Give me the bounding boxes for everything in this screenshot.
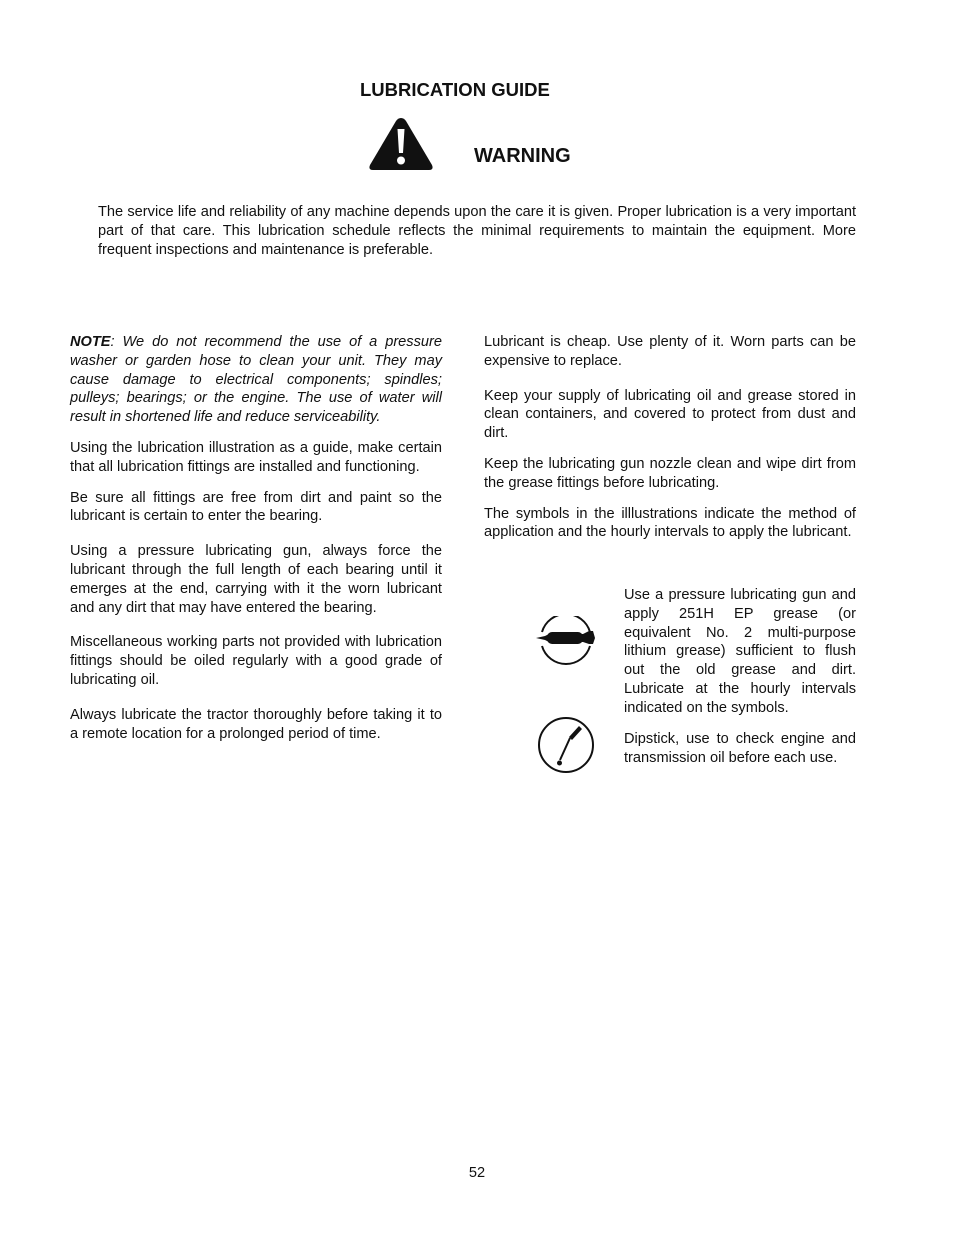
grease-gun-icon: [533, 616, 601, 678]
page-title: LUBRICATION GUIDE: [360, 79, 550, 100]
left-column: [70, 333, 442, 743]
right-paragraph-4: The symbols in the illlustrations indicate the method of application and the hourly intervals to apply the lubricant.: [484, 505, 856, 541]
warning-triangle-icon: [367, 115, 435, 173]
left-paragraph-4: Miscellaneous working parts not provided with lubrication fittings should be oiled regularly with a good grade of lubricating oil.: [70, 634, 442, 688]
dipstick-icon: [536, 716, 596, 776]
grease-gun-description: Use a pressure lubricating gun and apply 251H EP grease (or equivalent No. 2 multi-purpose lithium grease) sufficient to flush out the old grease and dirt. Lubricate at the hourly intervals indicated on the symbols.: [624, 587, 856, 716]
right-paragraph-1: Lubricant is cheap. Use plenty of it. Worn parts can be expensive to replace.: [484, 334, 856, 369]
left-paragraph-1: Using the lubrication illustration as a guide, make certain that all lubrication fittings are installed and functioning.: [70, 439, 442, 475]
right-paragraph-2: Keep your supply of lubricating oil and grease stored in clean containers, and covered to protect from dust and dirt.: [484, 387, 856, 442]
left-paragraph-5: Always lubricate the tractor thoroughly before taking it to a remote location for a prolonged period of time.: [70, 706, 442, 742]
warning-heading: WARNING: [474, 145, 571, 167]
note-text: : We do not recommend the use of a pressure washer or garden hose to clean your unit. They may cause damage to electrical components; spindles; pulleys; bearings; or the engine. The use of water will result in shortened life and reduce serviceability.: [70, 334, 442, 426]
left-paragraph-2: Be sure all fittings are free from dirt and paint so the lubricant is certain to enter the bearing.: [70, 489, 442, 525]
intro-paragraph: The service life and reliability of any machine depends upon the care it is given. Proper lubrication is a very important part of that care. This lubrication schedule reflects the minimal requirements to maintain the equipment. More frequent inspections and maintenance is preferable.: [98, 204, 856, 258]
right-column: [484, 333, 856, 542]
page-number: 52: [468, 1165, 486, 1181]
note-paragraph: [70, 333, 442, 427]
left-paragraph-3: Using a pressure lubricating gun, always force the lubricant through the full length of each bearing until it emerges at the end, carrying with it the worn lubricant and any dirt that may have entered the bearing.: [70, 543, 442, 616]
right-paragraph-3: Keep the lubricating gun nozzle clean and wipe dirt from the grease fittings before lubricating.: [484, 455, 856, 491]
note-label: NOTE: [70, 334, 111, 350]
dipstick-description: Dipstick, use to check engine and transmission oil before each use.: [624, 731, 856, 766]
